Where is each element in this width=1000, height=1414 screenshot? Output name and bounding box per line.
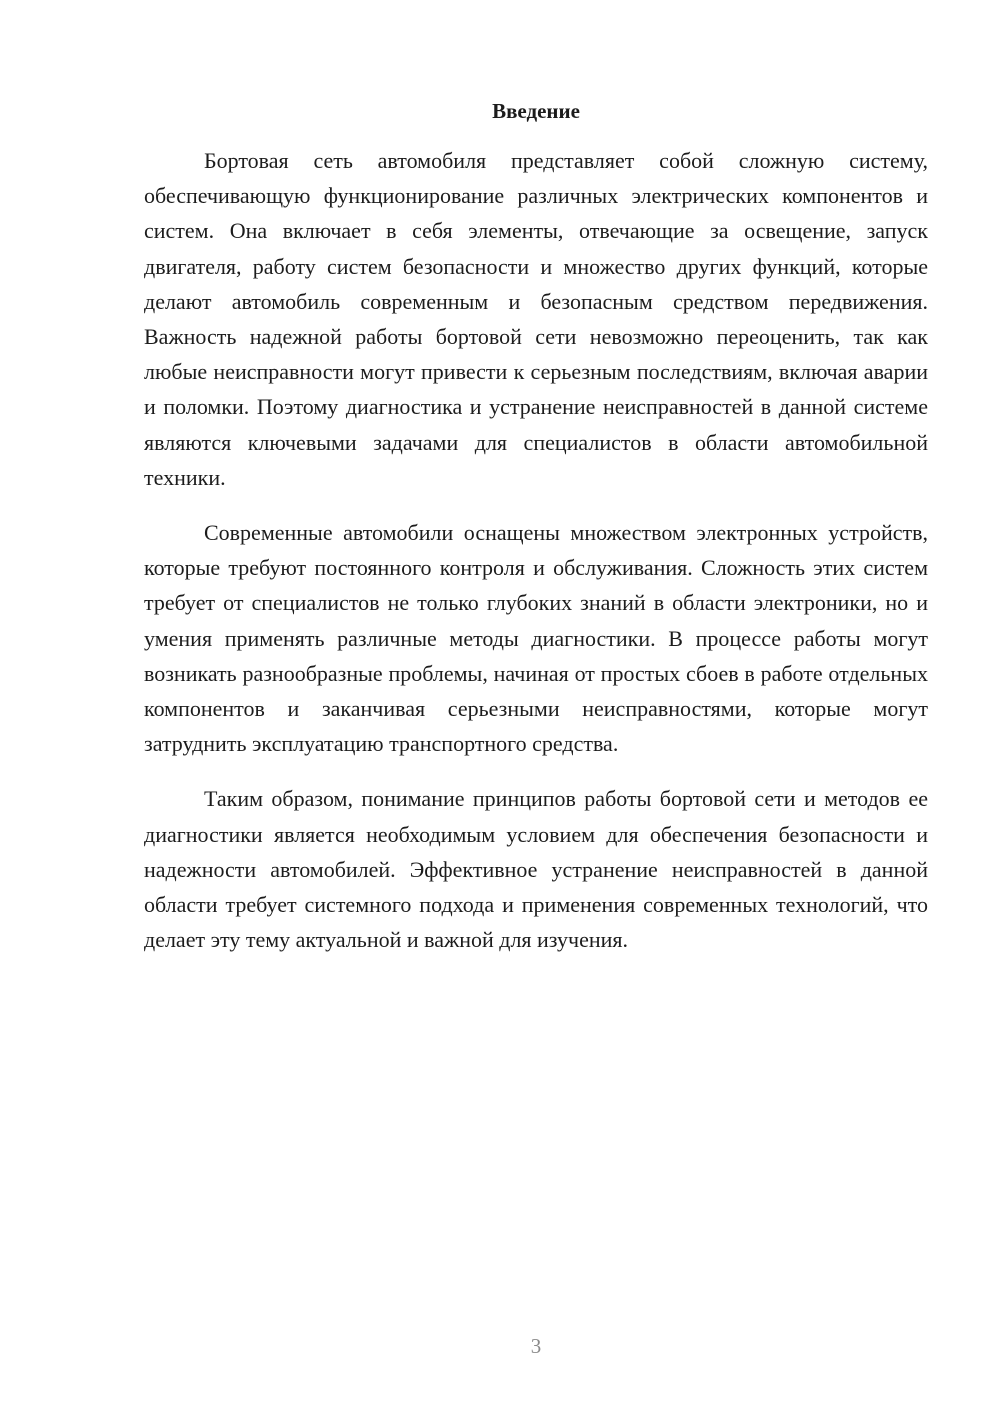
section-heading: Введение [492, 99, 580, 123]
paragraph-2: Современные автомобили оснащены множеством электронных устройств, которые требуют постоянного контроля и обслуживания. Сложность этих систем требует от специалистов не только глубоких знаний в области электроники, но и умения применять различные методы диагностики. В процессе работы могут возникать разнообразные проблемы, начиная от простых сбоев в работе отдельных компонентов и заканчивая серьезными неисправностями, которые могут затруднить эксплуатацию транспортного средства. [144, 520, 928, 757]
paragraph-1: Бортовая сеть автомобиля представляет собой сложную систему, обеспечивающую функционирование различных электрических компонентов и систем. Она включает в себя элементы, отвечающие за освещение, запуск двигателя, работу систем безопасности и множество других функций, которые делают автомобиль современным и безопасным средством передвижения. Важность надежной работы бортовой сети невозможно переоценить, так как любые неисправности могут привести к серьезным последствиям, включая аварии и поломки. Поэтому диагностика и устранение неисправностей в данной системе являются ключевыми задачами для специалистов в области автомобильной техники. [144, 148, 928, 490]
page-number: 3 [530, 1334, 542, 1358]
body-text [144, 143, 928, 957]
paragraph-3: Таким образом, понимание принципов работы бортовой сети и методов ее диагностики является необходимым условием для обеспечения безопасности и надежности автомобилей. Эффективное устранение неисправностей в данной области требует системного подхода и применения современных технологий, что делает эту тему актуальной и важной для изучения. [144, 786, 928, 953]
